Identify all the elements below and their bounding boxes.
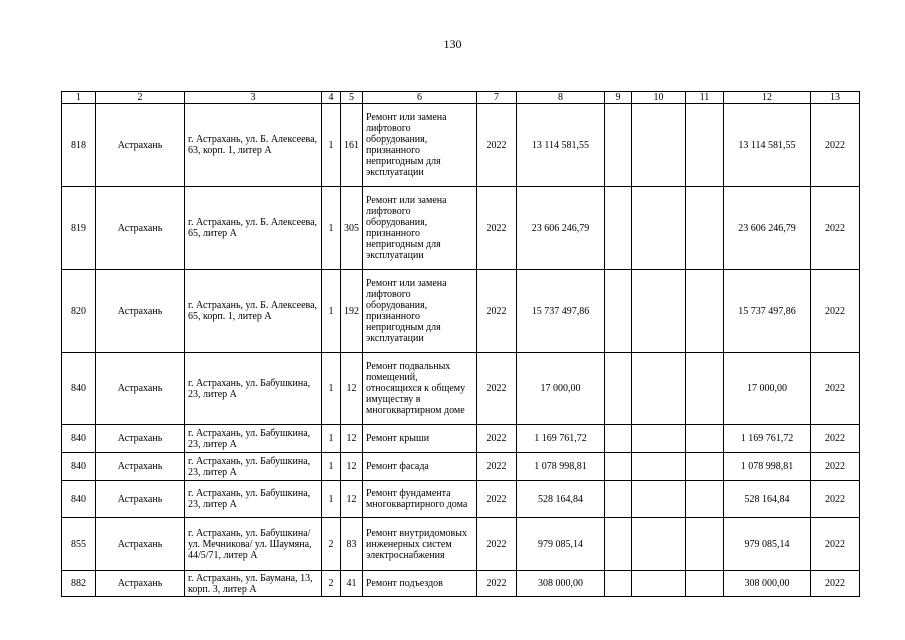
completion-year-cell: 2022 — [811, 518, 860, 571]
work-type-cell: Ремонт крыши — [363, 425, 477, 453]
total-cost-cell: 15 737 497,86 — [724, 270, 811, 353]
cost-cell: 23 606 246,79 — [517, 187, 605, 270]
cost-cell: 308 000,00 — [517, 571, 605, 597]
column-number-3: 3 — [185, 92, 322, 104]
col-10-cell — [632, 187, 686, 270]
col-5-cell: 12 — [341, 425, 363, 453]
col-4-cell: 1 — [322, 453, 341, 481]
address-cell: г. Астрахань, ул. Бауманa, 13, корп. 3, литер А — [185, 571, 322, 597]
col-5-cell: 305 — [341, 187, 363, 270]
col-9-cell — [605, 187, 632, 270]
col-5-cell: 192 — [341, 270, 363, 353]
column-number-13: 13 — [811, 92, 860, 104]
table-row — [62, 481, 860, 518]
col-5-cell: 161 — [341, 104, 363, 187]
col-5-cell: 12 — [341, 353, 363, 425]
row-number-cell: 855 — [62, 518, 96, 571]
year-cell: 2022 — [477, 518, 517, 571]
column-number-5: 5 — [341, 92, 363, 104]
completion-year-cell: 2022 — [811, 453, 860, 481]
work-type-cell: Ремонт фундамента многоквартирного дома — [363, 481, 477, 518]
col-4-cell: 1 — [322, 353, 341, 425]
row-number-cell: 840 — [62, 353, 96, 425]
col-11-cell — [686, 104, 724, 187]
year-cell: 2022 — [477, 187, 517, 270]
city-cell: Астрахань — [96, 425, 185, 453]
completion-year-cell: 2022 — [811, 353, 860, 425]
col-4-cell: 1 — [322, 187, 341, 270]
row-number-cell: 840 — [62, 425, 96, 453]
work-type-cell: Ремонт подвальных помещений, относящихся к общему имуществу в многоквартирном доме — [363, 353, 477, 425]
row-number-cell: 840 — [62, 453, 96, 481]
address-cell: г. Астрахань, ул. Б. Алексеева, 65, литер А — [185, 187, 322, 270]
col-10-cell — [632, 270, 686, 353]
address-cell: г. Астрахань, ул. Б. Алексеева, 65, корп. 1, литер А — [185, 270, 322, 353]
completion-year-cell: 2022 — [811, 104, 860, 187]
total-cost-cell: 979 085,14 — [724, 518, 811, 571]
col-11-cell — [686, 571, 724, 597]
col-10-cell — [632, 425, 686, 453]
total-cost-cell: 13 114 581,55 — [724, 104, 811, 187]
column-number-10: 10 — [632, 92, 686, 104]
address-cell: г. Астрахань, ул. Бабушкина, 23, литер А — [185, 481, 322, 518]
table-row — [62, 187, 860, 270]
work-type-cell: Ремонт фасада — [363, 453, 477, 481]
city-cell: Астрахань — [96, 571, 185, 597]
total-cost-cell: 1 169 761,72 — [724, 425, 811, 453]
col-5-cell: 41 — [341, 571, 363, 597]
completion-year-cell: 2022 — [811, 425, 860, 453]
work-type-cell: Ремонт или замена лифтового оборудования, признанного непригодным для эксплуатации — [363, 104, 477, 187]
col-5-cell: 12 — [341, 453, 363, 481]
address-cell: г. Астрахань, ул. Б. Алексеева, 63, корп. 1, литер А — [185, 104, 322, 187]
col-9-cell — [605, 481, 632, 518]
year-cell: 2022 — [477, 104, 517, 187]
col-11-cell — [686, 453, 724, 481]
total-cost-cell: 308 000,00 — [724, 571, 811, 597]
total-cost-cell: 1 078 998,81 — [724, 453, 811, 481]
col-4-cell: 1 — [322, 104, 341, 187]
column-number-6: 6 — [363, 92, 477, 104]
col-11-cell — [686, 353, 724, 425]
row-number-cell: 820 — [62, 270, 96, 353]
city-cell: Астрахань — [96, 104, 185, 187]
col-9-cell — [605, 518, 632, 571]
completion-year-cell: 2022 — [811, 481, 860, 518]
year-cell: 2022 — [477, 453, 517, 481]
column-number-2: 2 — [96, 92, 185, 104]
col-5-cell: 12 — [341, 481, 363, 518]
address-cell: г. Астрахань, ул. Бабушкина/ ул. Мечникова/ ул. Шаумяна, 44/5/71, литер А — [185, 518, 322, 571]
cost-cell: 15 737 497,86 — [517, 270, 605, 353]
repair-schedule-table — [61, 91, 860, 597]
table-row — [62, 104, 860, 187]
header-row — [62, 92, 860, 104]
cost-cell: 17 000,00 — [517, 353, 605, 425]
row-number-cell: 819 — [62, 187, 96, 270]
col-9-cell — [605, 270, 632, 353]
work-type-cell: Ремонт или замена лифтового оборудования, признанного непригодным для эксплуатации — [363, 270, 477, 353]
col-10-cell — [632, 104, 686, 187]
completion-year-cell: 2022 — [811, 571, 860, 597]
city-cell: Астрахань — [96, 453, 185, 481]
col-10-cell — [632, 571, 686, 597]
completion-year-cell: 2022 — [811, 270, 860, 353]
col-4-cell: 1 — [322, 481, 341, 518]
col-10-cell — [632, 481, 686, 518]
row-number-cell: 882 — [62, 571, 96, 597]
cost-cell: 1 169 761,72 — [517, 425, 605, 453]
col-4-cell: 2 — [322, 571, 341, 597]
table-row — [62, 353, 860, 425]
col-5-cell: 83 — [341, 518, 363, 571]
cost-cell: 979 085,14 — [517, 518, 605, 571]
city-cell: Астрахань — [96, 353, 185, 425]
table-row — [62, 518, 860, 571]
year-cell: 2022 — [477, 425, 517, 453]
column-number-12: 12 — [724, 92, 811, 104]
city-cell: Астрахань — [96, 187, 185, 270]
year-cell: 2022 — [477, 571, 517, 597]
city-cell: Астрахань — [96, 481, 185, 518]
col-11-cell — [686, 481, 724, 518]
column-number-11: 11 — [686, 92, 724, 104]
col-10-cell — [632, 453, 686, 481]
col-9-cell — [605, 425, 632, 453]
work-type-cell: Ремонт подъездов — [363, 571, 477, 597]
col-10-cell — [632, 353, 686, 425]
column-number-4: 4 — [322, 92, 341, 104]
col-9-cell — [605, 453, 632, 481]
column-number-9: 9 — [605, 92, 632, 104]
total-cost-cell: 23 606 246,79 — [724, 187, 811, 270]
table-row — [62, 571, 860, 597]
page-number: 130 — [443, 37, 462, 51]
city-cell: Астрахань — [96, 518, 185, 571]
year-cell: 2022 — [477, 270, 517, 353]
col-4-cell: 1 — [322, 270, 341, 353]
city-cell: Астрахань — [96, 270, 185, 353]
total-cost-cell: 17 000,00 — [724, 353, 811, 425]
cost-cell: 528 164,84 — [517, 481, 605, 518]
address-cell: г. Астрахань, ул. Бабушкина, 23, литер А — [185, 453, 322, 481]
column-number-8: 8 — [517, 92, 605, 104]
col-9-cell — [605, 353, 632, 425]
cost-cell: 13 114 581,55 — [517, 104, 605, 187]
col-4-cell: 2 — [322, 518, 341, 571]
col-9-cell — [605, 104, 632, 187]
table-row — [62, 453, 860, 481]
row-number-cell: 840 — [62, 481, 96, 518]
col-11-cell — [686, 425, 724, 453]
year-cell: 2022 — [477, 353, 517, 425]
address-cell: г. Астрахань, ул. Бабушкина, 23, литер А — [185, 353, 322, 425]
total-cost-cell: 528 164,84 — [724, 481, 811, 518]
col-11-cell — [686, 187, 724, 270]
column-number-7: 7 — [477, 92, 517, 104]
work-type-cell: Ремонт или замена лифтового оборудования, признанного непригодным для эксплуатации — [363, 187, 477, 270]
table-row — [62, 425, 860, 453]
row-number-cell: 818 — [62, 104, 96, 187]
work-type-cell: Ремонт внутридомовых инженерных систем электроснабжения — [363, 518, 477, 571]
address-cell: г. Астрахань, ул. Бабушкина, 23, литер А — [185, 425, 322, 453]
column-number-1: 1 — [62, 92, 96, 104]
cost-cell: 1 078 998,81 — [517, 453, 605, 481]
completion-year-cell: 2022 — [811, 187, 860, 270]
year-cell: 2022 — [477, 481, 517, 518]
col-10-cell — [632, 518, 686, 571]
col-4-cell: 1 — [322, 425, 341, 453]
col-11-cell — [686, 518, 724, 571]
col-9-cell — [605, 571, 632, 597]
col-11-cell — [686, 270, 724, 353]
table-row — [62, 270, 860, 353]
